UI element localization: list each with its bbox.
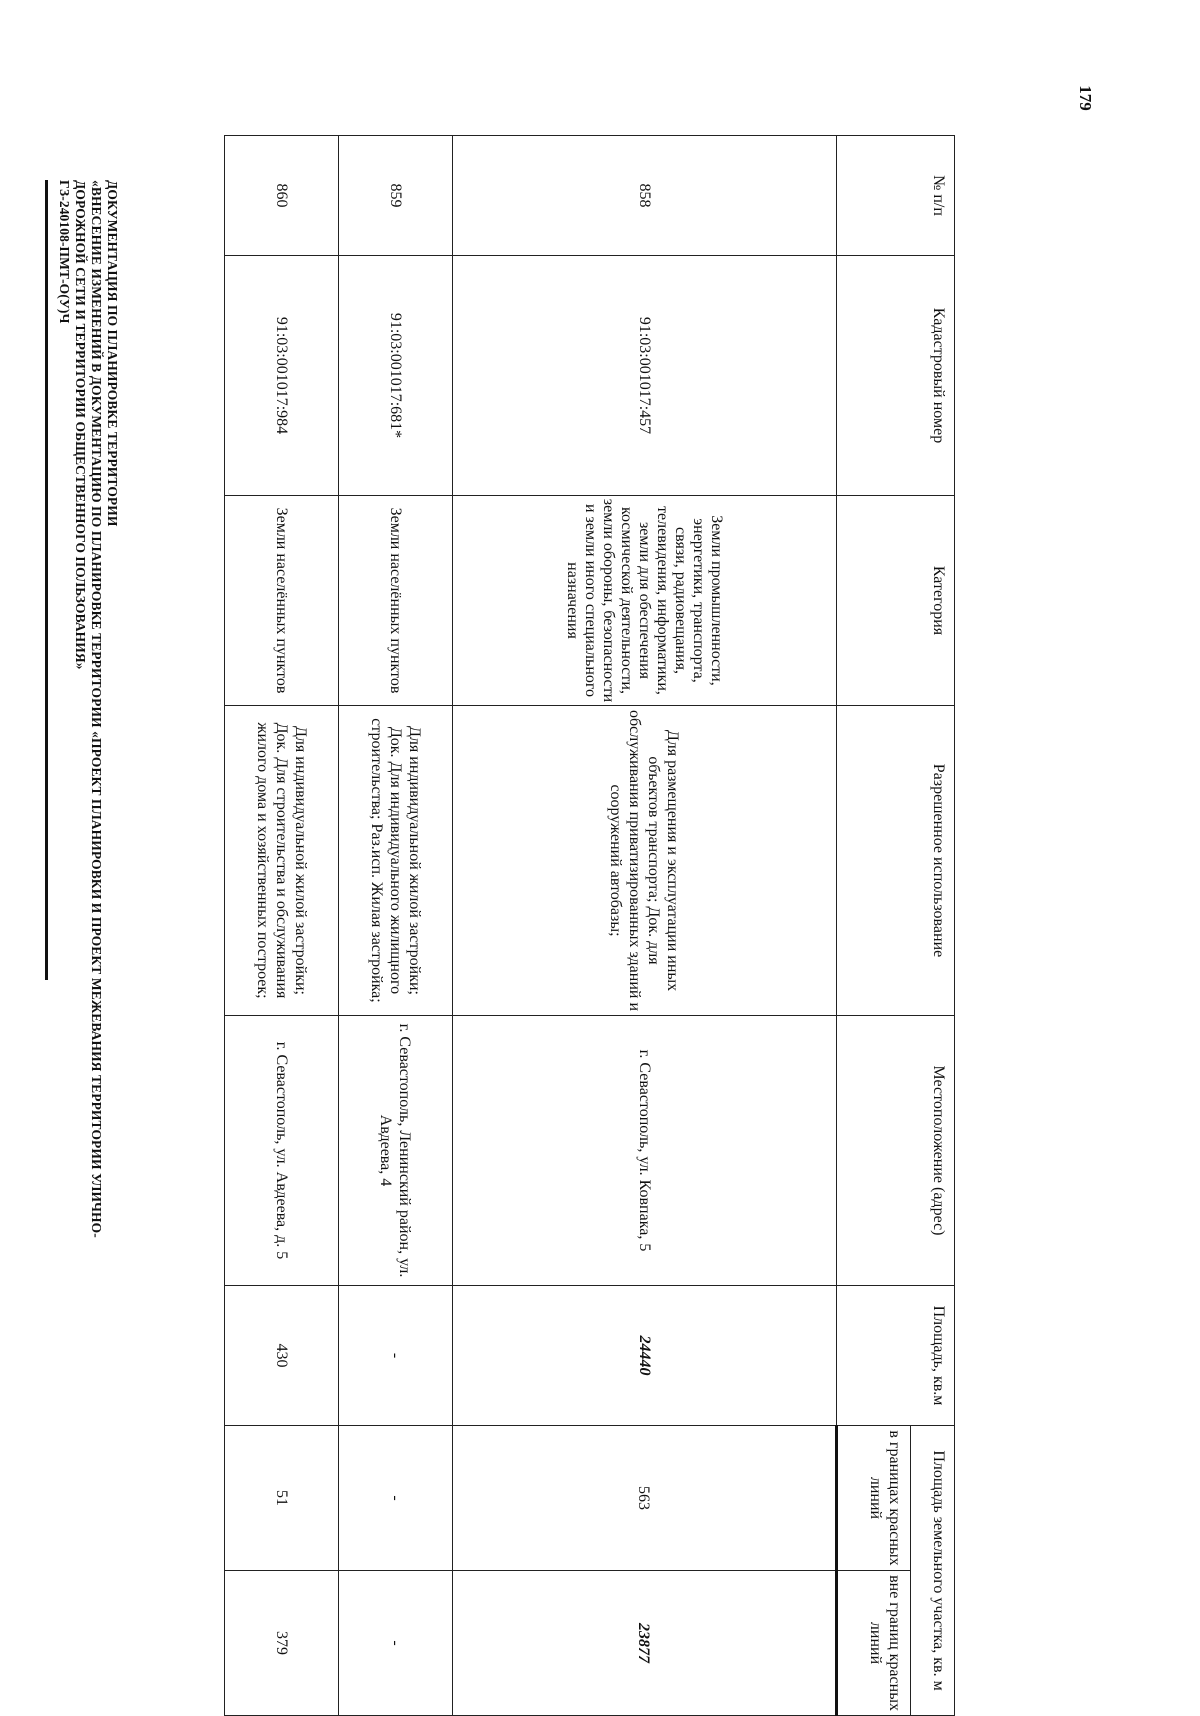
cell-area: 430 — [225, 1286, 339, 1426]
cell-outside: - — [339, 1571, 453, 1716]
table-row — [339, 136, 453, 1716]
header-area-group: Площадь земельного участка, кв. м — [911, 1426, 955, 1716]
cell-num: 859 — [339, 136, 453, 256]
cell-inside: 51 — [225, 1426, 339, 1571]
document-header — [40, 180, 120, 1640]
cell-location: г. Севастополь, Ленинский район, ул. Авдеева, 4 — [339, 1016, 453, 1286]
cell-cadastral: 91:03:001017:457 — [453, 256, 837, 496]
header-line-2: «ВНЕСЕНИЕ ИЗМЕНЕНИЙ В ДОКУМЕНТАЦИЮ ПО ПЛАНИРОВКЕ ТЕРРИТОРИИ «ПРОЕКТ ПЛАНИРОВКИ И ПРОЕКТ МЕЖЕВАНИЯ ТЕРРИТОРИИ УЛИЧНО- — [89, 180, 104, 1238]
header-location: Местоположение (адрес) — [837, 1016, 955, 1286]
cell-area: 24440 — [453, 1286, 837, 1426]
header-line-3: ДОРОЖНОЙ СЕТИ И ТЕРРИТОРИИ ОБЩЕСТВЕННОГО ПОЛЬЗОВАНИЯ» — [73, 180, 88, 670]
cell-outside: 379 — [225, 1571, 339, 1716]
cell-outside: 23877 — [453, 1571, 837, 1716]
cell-num: 860 — [225, 136, 339, 256]
cell-num: 858 — [453, 136, 837, 256]
header-num: № п/п — [837, 136, 955, 256]
cell-inside: 563 — [453, 1426, 837, 1571]
header-line-4: ГЗ-240108-ПМТ-О(У)Ч — [57, 180, 72, 324]
cell-location: г. Севастополь, ул. Авдеева, д. 5 — [225, 1016, 339, 1286]
header-rule — [45, 180, 48, 980]
table-row — [225, 136, 339, 1716]
cell-use: Для индивидуальной жилой застройки; Док. Для строительства и обслуживания жилого дома и хозяйственных построек; — [225, 706, 339, 1016]
cell-cadastral: 91:03:001017:984 — [225, 256, 339, 496]
header-cadastral: Кадастровый номер — [837, 256, 955, 496]
cell-use: Для размещения и эксплуатации иных объектов транспорта; Док. для обслуживания приватизированных зданий и сооружений автобазы; — [453, 706, 837, 1016]
cell-category: Земли промышленности, энергетики, транспорта, связи, радиовещания, телевидения, информатики, земли для обеспечения космической деятельности, земли обороны, безопасности и земли иного специального назначения — [453, 496, 837, 706]
cell-inside: - — [339, 1426, 453, 1571]
cell-area: - — [339, 1286, 453, 1426]
header-category: Категория — [837, 496, 955, 706]
header-use: Разрешенное использование — [837, 706, 955, 1016]
cell-location: г. Севастополь, ул. Ковпака, 5 — [453, 1016, 837, 1286]
header-inside: в границах красных линий — [837, 1426, 911, 1571]
page-number — [1065, 78, 1105, 118]
cell-use: Для индивидуальной жилой застройки; Док. Для индивидуального жилищного строительства; Раз.исп. Жилая застройка; — [339, 706, 453, 1016]
header-line-1: ДОКУМЕНТАЦИЯ ПО ПЛАНИРОВКЕ ТЕРРИТОРИИ — [105, 180, 120, 527]
header-area: Площадь, кв.м — [837, 1286, 955, 1426]
land-plots-table-wrapper — [225, 135, 955, 1715]
table-row — [453, 136, 837, 1716]
land-plots-table — [224, 135, 955, 1716]
cell-cadastral: 91:03:001017:681* — [339, 256, 453, 496]
page-number-text: 179 — [1076, 85, 1095, 111]
cell-category: Земли населённых пунктов — [339, 496, 453, 706]
cell-category: Земли населённых пунктов — [225, 496, 339, 706]
header-outside: вне границ красных линий — [837, 1571, 911, 1716]
